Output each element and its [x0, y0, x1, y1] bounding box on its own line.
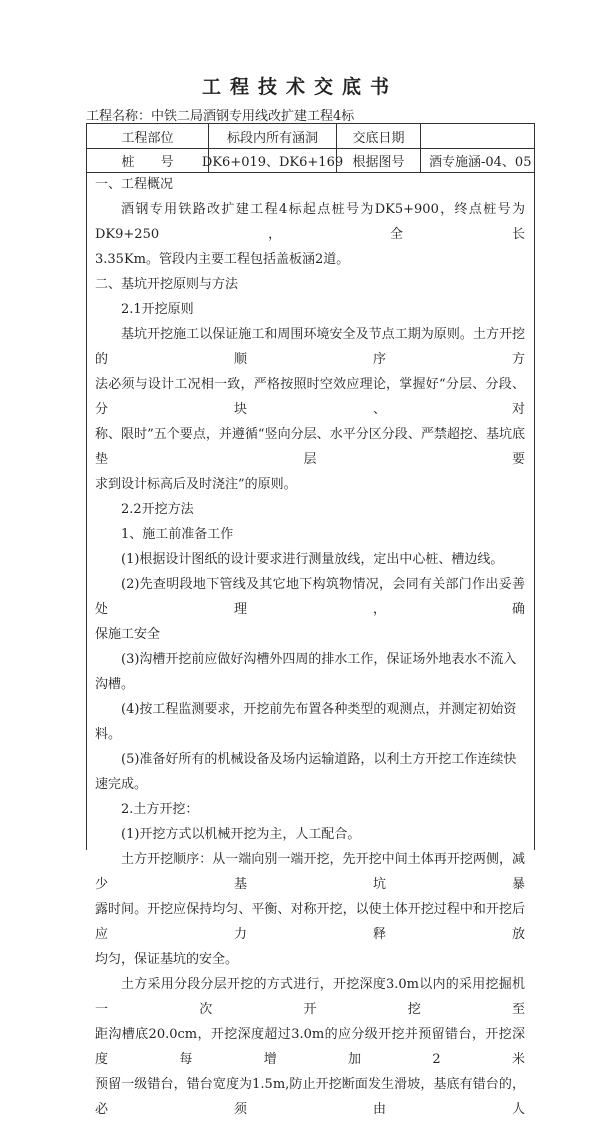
label-project-part: 工程部位 — [87, 124, 209, 148]
paragraph-line: 预留一级错台，错台宽度为1.5m,防止开挖断面发生滑坡，基底有错台的，必须由人 — [95, 1077, 525, 1117]
value-drawing-no: 酒专施涵-04、05 — [429, 154, 532, 170]
label-disclosure-date: 交底日期 — [337, 124, 421, 148]
paragraph-line: 保施工安全 — [95, 627, 161, 642]
paragraph-line: 土方采用分段分层开挖的方式进行，开挖深度3.0m以内的采用挖掘机一次开挖至 — [95, 977, 525, 1017]
list-item: (5)准备好所有的机械设备及场内运输道路，以利土方开挖工作连续快速完成。 — [95, 752, 517, 792]
table-row — [87, 124, 534, 149]
paragraph-line: 求到设计标高后及时浇注”的原则。 — [95, 477, 297, 492]
list-item: (1)开挖方式以机械开挖为主，人工配合。 — [121, 827, 361, 842]
paragraph-line: 称、限时”五个要点，并遵循“竖向分层、水平分区分段、严禁超挖、基坑底垫层要 — [95, 427, 525, 467]
subheading-preparation: 1、施工前准备工作 — [121, 527, 234, 542]
value-project-part: 标段内所有涵洞 — [209, 124, 337, 148]
paragraph-line: 露时间。开挖应保持均匀、平衡、对称开挖，以使土体开挖过程中和开挖后应力释放 — [95, 902, 525, 942]
disclosure-table — [86, 123, 535, 1117]
value-station: DK6+019、DK6+169 — [209, 148, 337, 172]
paragraph-line: 酒钢专用铁路改扩建工程4标起点桩号为DK5+900，终点桩号为DK9+250，全长 — [95, 202, 525, 242]
disclosure-content — [95, 172, 525, 1122]
label-drawing-no: 根据图号 — [337, 148, 421, 172]
list-item: (3)沟槽开挖前应做好沟槽外四周的排水工作，保证场外地表水不流入沟槽。 — [95, 652, 517, 692]
subheading-method: 2.2开挖方法 — [121, 502, 194, 517]
heading-excavation: 二、基坑开挖原则与方法 — [95, 277, 239, 292]
table-row — [87, 148, 534, 173]
list-item: (1)根据设计图纸的设计要求进行测量放线，定出中心桩、槽边线。 — [121, 552, 504, 567]
list-item: (4)按工程监测要求，开挖前先布置各种类型的观测点，并测定初始资料。 — [95, 702, 517, 742]
subheading-earthwork: 2.土方开挖： — [121, 802, 199, 817]
paragraph-line: 3.35Km。管段内主要工程包括盖板涵2道。 — [95, 252, 350, 267]
label-station: 桩 号 — [87, 148, 209, 172]
paragraph-line: 土方开挖顺序：从一端向别一端开挖，先开挖中间土体再开挖两侧，减少基坑暴 — [95, 852, 525, 892]
document-title: 工程技术交底书 — [201, 76, 398, 98]
value-disclosure-date — [421, 124, 534, 148]
heading-overview: 一、工程概况 — [95, 177, 174, 192]
paragraph-line: 距沟槽底20.0cm，开挖深度超过3.0m的应分级开挖并预留错台，开挖深度每增加2米 — [95, 1027, 525, 1067]
list-item: (2)先查明段地下管线及其它地下构筑物情况，会同有关部门作出妥善处理，确 — [95, 577, 525, 617]
subheading-principle: 2.1开挖原则 — [121, 302, 194, 317]
paragraph-line: 均匀，保证基坑的安全。 — [95, 952, 239, 967]
paragraph-line: 法必须与设计工况相一致，严格按照时空效应理论，掌握好“分层、分段、分块、对 — [95, 377, 525, 417]
project-name: 工程名称：中铁二局酒钢专用线改扩建工程4标 — [86, 109, 355, 124]
paragraph-line: 基坑开挖施工以保证施工和周围环境安全及节点工期为原则。土方开挖的顺序方 — [95, 327, 525, 367]
